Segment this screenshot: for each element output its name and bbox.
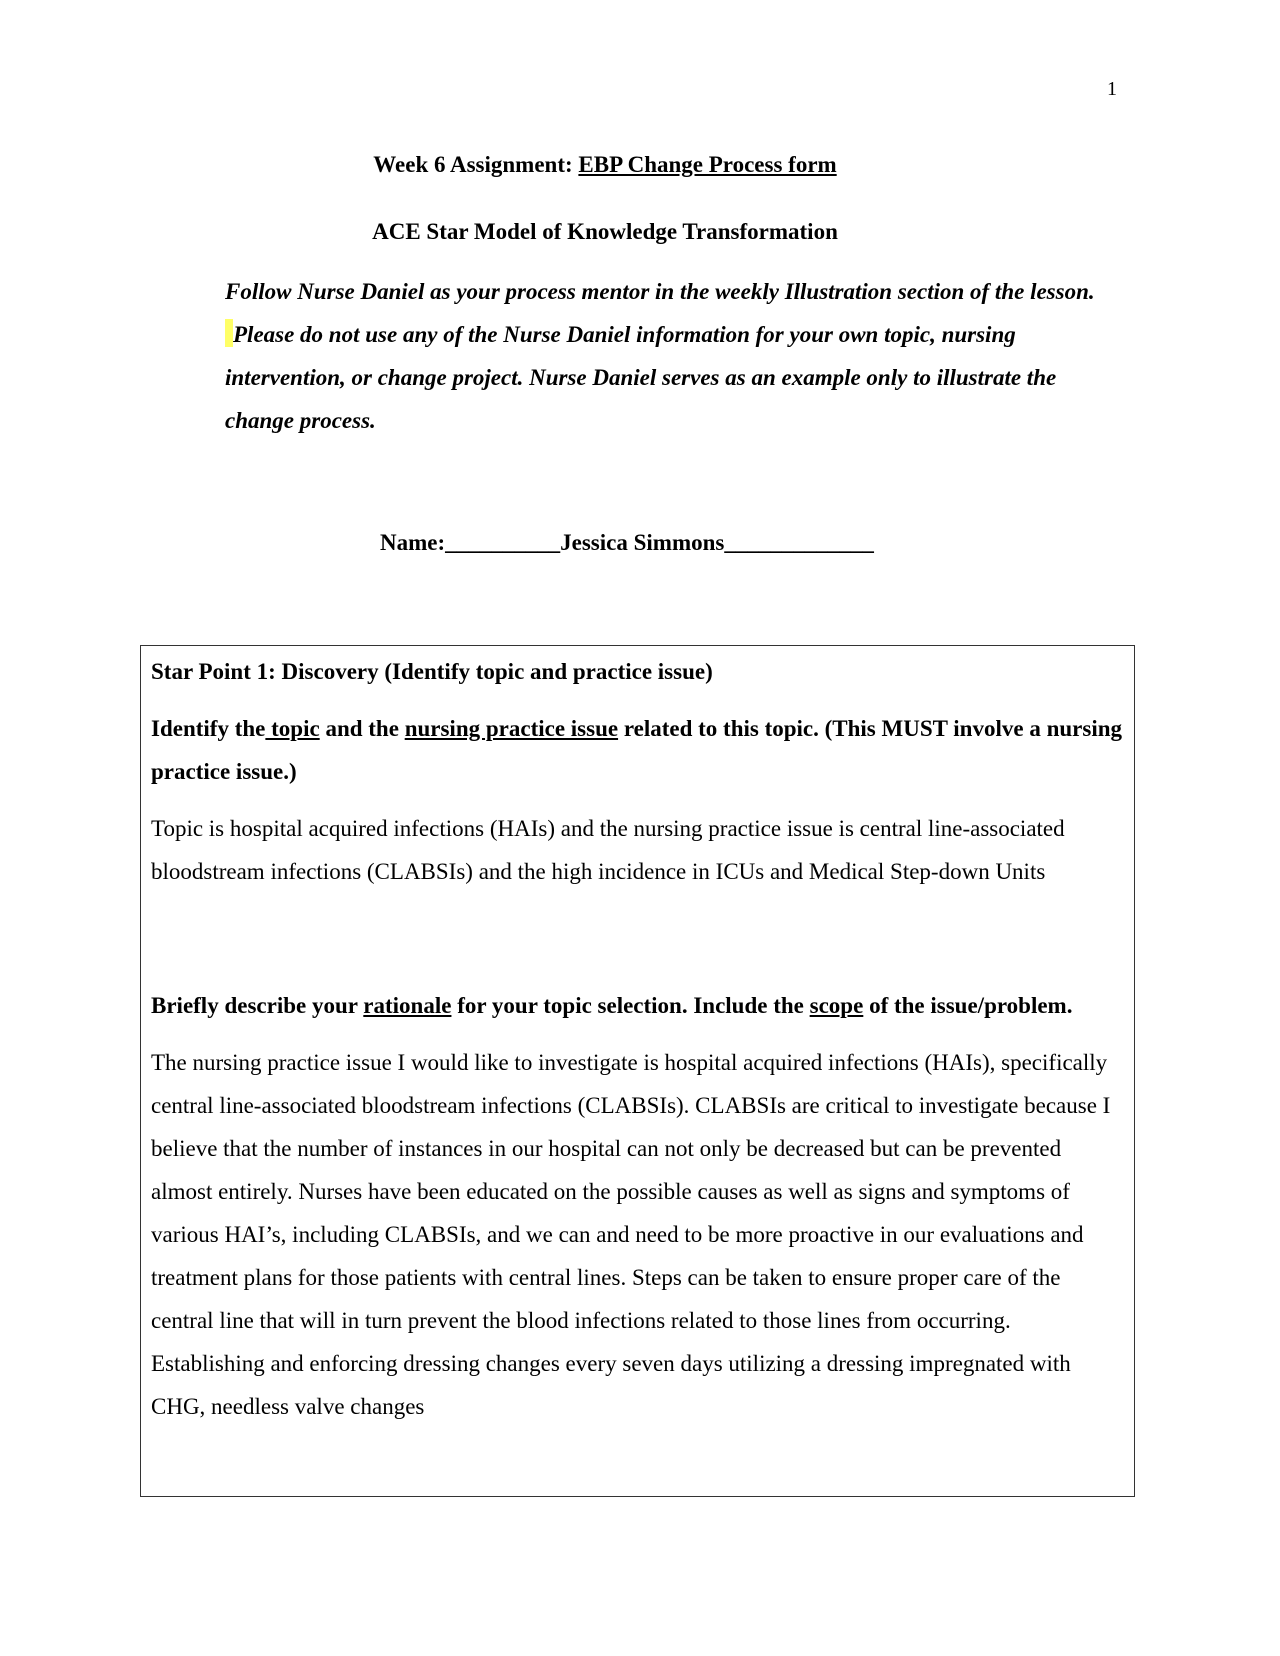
topic-prompt (151, 707, 1126, 793)
rationale-prompt (151, 984, 1126, 1027)
blank-spacer (151, 893, 1126, 970)
document-subtitle: ACE Star Model of Knowledge Transformation (372, 219, 838, 244)
topic-prompt-text: Identify the (151, 716, 266, 741)
title-prefix: Week 6 Assignment: (373, 152, 579, 177)
rationale-prompt-scope: scope (809, 993, 864, 1018)
page-number: 1 (1107, 78, 1117, 100)
name-blank-before: __________ (445, 530, 561, 555)
instructions-part-1: Follow Nurse Daniel as your process mentor in the weekly Illustration section of the lesson. (225, 279, 1095, 304)
topic-answer[interactable]: Topic is hospital acquired infections (HAIs) and the nursing practice issue is central line-associated bloodstream infections (CLABSIs) and the high incidence in ICUs and Medical Step-down Units (151, 816, 1065, 884)
rationale-prompt-rationale: rationale (363, 993, 452, 1018)
rationale-prompt-text: Briefly describe your (151, 993, 364, 1018)
topic-prompt-issue: nursing practice issue (404, 716, 619, 741)
rationale-prompt-text: for your topic selection. Include the (451, 993, 810, 1018)
title-form-name: EBP Change Process form (578, 152, 837, 177)
instructions-paragraph (225, 270, 1105, 442)
star-point-1-heading: Star Point 1: Discovery (Identify topic and practice issue) (151, 659, 713, 684)
name-line (380, 530, 874, 556)
student-name[interactable]: Jessica Simmons (560, 530, 725, 555)
name-label: Name: (380, 530, 446, 555)
topic-prompt-text: related to this topic. (This MUST involve a nursing practice issue.) (151, 716, 1123, 784)
document-title (0, 152, 1245, 178)
text-highlight-mark (225, 319, 233, 347)
instructions-part-2: Please do not use any of the Nurse Daniel information for your own topic, nursing intervention, or change project. Nurse Daniel serves as an example only to illustrate the change process. (225, 322, 1057, 433)
name-blank-after: _____________ (724, 530, 874, 555)
rationale-prompt-text: of the issue/problem. (863, 993, 1073, 1018)
topic-prompt-topic: topic (265, 716, 320, 741)
star-point-1-box (140, 645, 1135, 1497)
topic-prompt-text: and the (319, 716, 405, 741)
rationale-answer[interactable]: The nursing practice issue I would like to investigate is hospital acquired infections (HAIs), specifically central line-associated bloodstream infections (CLABSIs). CLABSIs are critical to investigate because I believe that the number of instances in our hospital can not only be decreased but can be prevented almost entirely. Nurses have been educated on the possible causes as well as signs and symptoms of various HAI’s, including CLABSIs, and we can and need to be more proactive in our evaluations and treatment plans for those patients with central lines. Steps can be taken to ensure proper care of the central line that will in turn prevent the blood infections related to those lines from occurring. Establishing and enforcing dressing changes every seven days utilizing a dressing impregnated with CHG, needless valve changes (151, 1050, 1111, 1419)
